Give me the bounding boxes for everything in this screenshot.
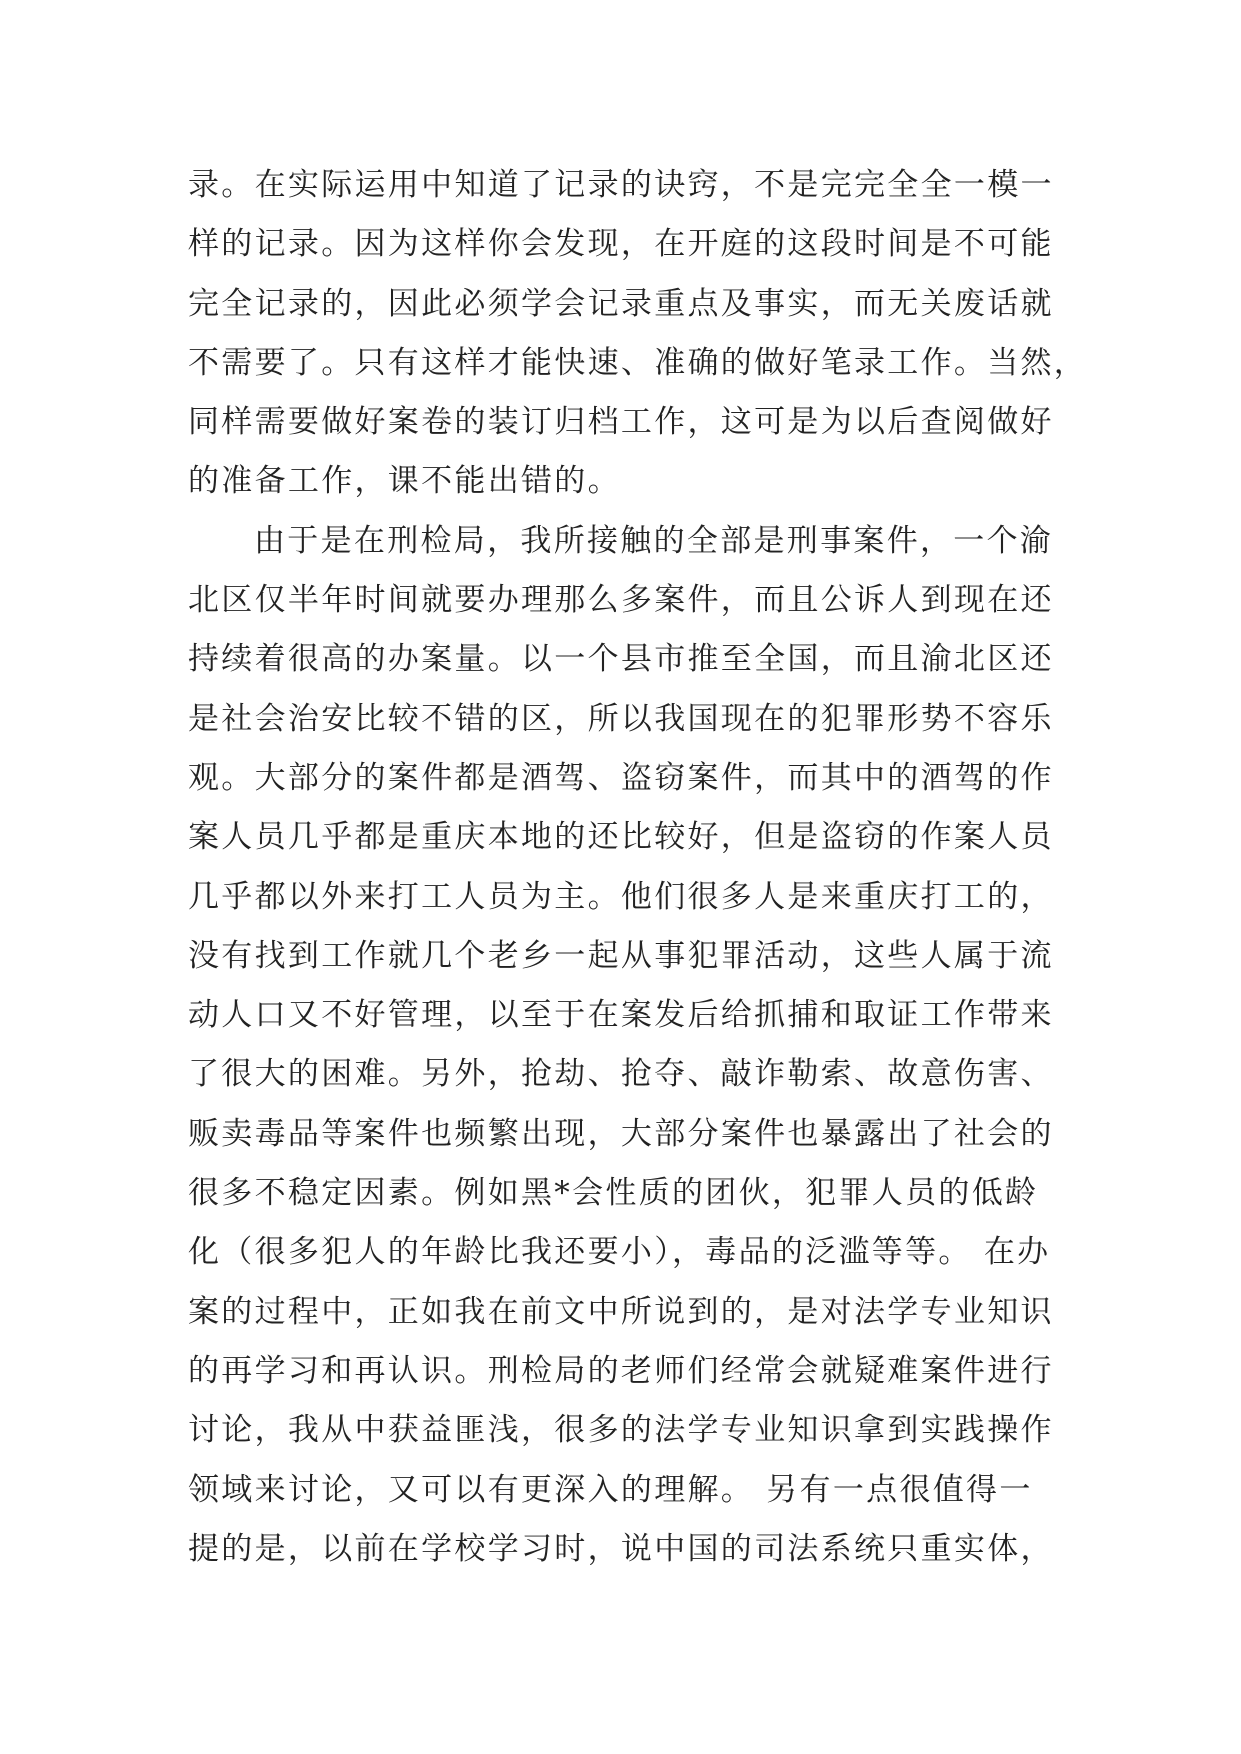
text-line: 案人员几乎都是重庆本地的还比较好，但是盗窃的作案人员 — [188, 819, 1054, 856]
text-line: 是社会治安比较不错的区，所以我国现在的犯罪形势不容乐 — [188, 700, 1054, 737]
paragraph-start-line: 由于是在刑检局，我所接触的全部是刑事案件，一个渝 — [254, 522, 1054, 559]
text-line: 讨论，我从中获益匪浅，很多的法学专业知识拿到实践操作 — [188, 1412, 1054, 1449]
text-line: 很多不稳定因素。例如黑*会性质的团伙，犯罪人员的低龄 — [188, 1175, 1039, 1212]
text-line: 样的记录。因为这样你会发现，在开庭的这段时间是不可能 — [188, 226, 1054, 263]
text-line: 观。大部分的案件都是酒驾、盗窃案件，而其中的酒驾的作 — [188, 759, 1054, 796]
text-line: 同样需要做好案卷的装订归档工作，这可是为以后查阅做好 — [188, 404, 1054, 441]
text-line: 录。在实际运用中知道了记录的诀窍，不是完完全全一模一 — [188, 167, 1054, 203]
text-line: 持续着很高的办案量。以一个县市推至全国，而且渝北区还 — [188, 641, 1054, 678]
text-line: 北区仅半年时间就要办理那么多案件，而且公诉人到现在还 — [188, 582, 1054, 619]
body-text — [188, 156, 1088, 1579]
text-line: 不需要了。只有这样才能快速、准确的做好笔录工作。当然， — [188, 344, 1088, 381]
text-line: 案的过程中，正如我在前文中所说到的，是对法学专业知识 — [188, 1293, 1054, 1330]
text-line: 的再学习和再认识。刑检局的老师们经常会就疑难案件进行 — [188, 1352, 1054, 1389]
text-line: 的准备工作，课不能出错的。 — [188, 463, 621, 500]
text-line: 了很大的困难。另外，抢劫、抢夺、敲诈勒索、故意伤害、 — [188, 1056, 1054, 1093]
text-line: 贩卖毒品等案件也频繁出现，大部分案件也暴露出了社会的 — [188, 1115, 1054, 1152]
text-line: 几乎都以外来打工人员为主。他们很多人是来重庆打工的， — [188, 878, 1054, 915]
text-line: 领域来讨论，又可以有更深入的理解。 另有一点很值得一 — [188, 1471, 1033, 1508]
text-line: 完全记录的，因此必须学会记录重点及事实，而无关废话就 — [188, 285, 1054, 322]
text-line: 动人口又不好管理，以至于在案发后给抓捕和取证工作带来 — [188, 997, 1054, 1034]
text-line: 化（很多犯人的年龄比我还要小），毒品的泛滥等等。 在办 — [188, 1234, 1051, 1271]
text-line: 提的是，以前在学校学习时，说中国的司法系统只重实体， — [188, 1530, 1054, 1567]
text-line: 没有找到工作就几个老乡一起从事犯罪活动，这些人属于流 — [188, 937, 1054, 974]
